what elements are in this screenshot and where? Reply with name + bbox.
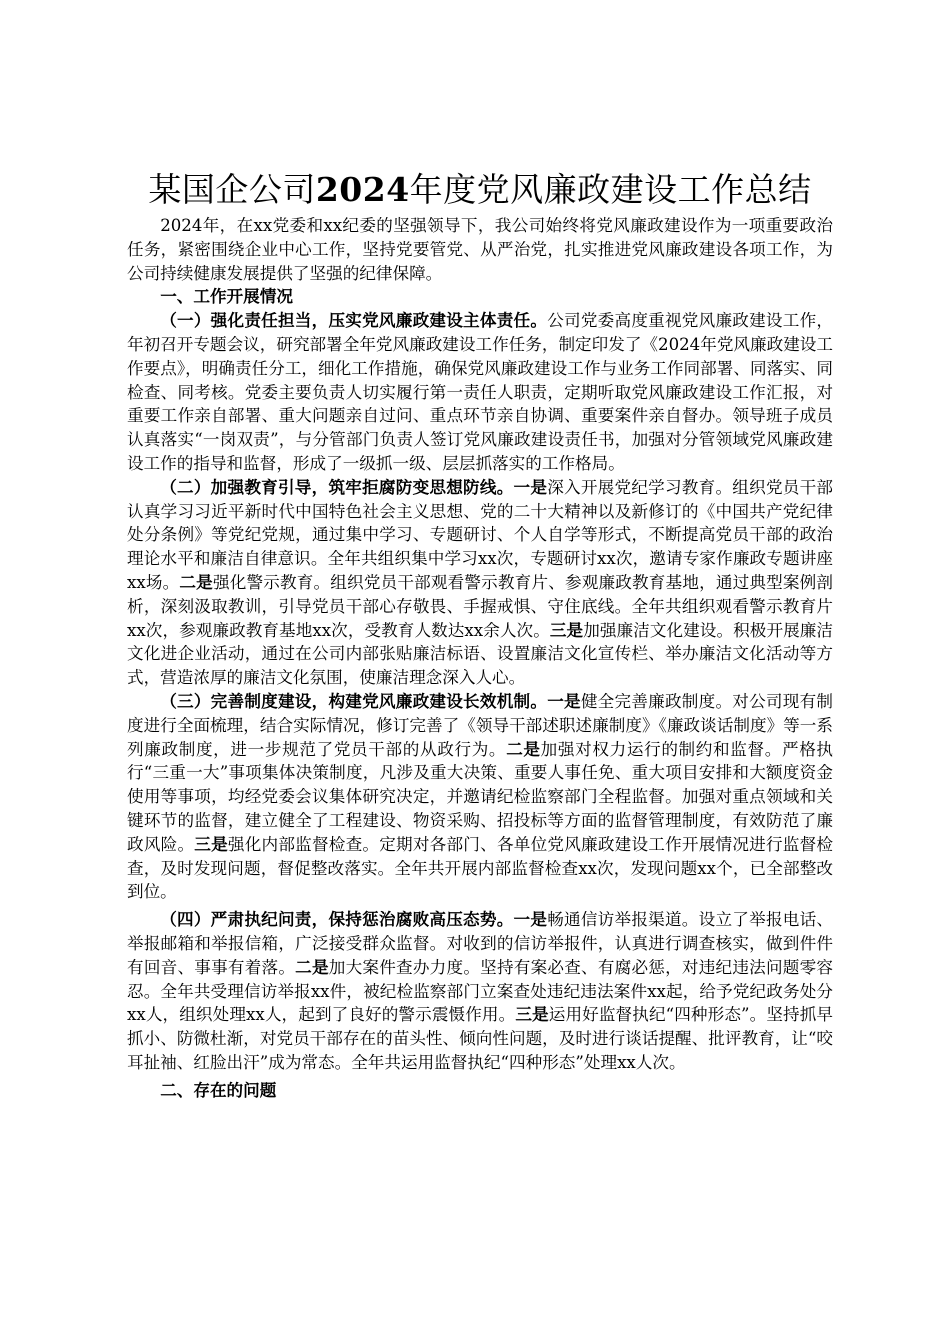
paragraph-text: 加强廉洁文化建设。积极开展廉洁文化进企业活动，通过在公司内部张贴廉洁标语、设置廉洁文化宣传栏、举办廉洁文化活动等方式，营造浓厚的廉洁文化氛围，使廉洁理念深入人心。 bbox=[127, 620, 834, 688]
paragraph-text: 强化内部监督检查。定期对各部门、各单位党风廉政建设工作开展情况进行监督检查，及时发现问题，督促整改落实。全年共开展内部监督检查xx次，发现问题xx个，已全部整改到位。 bbox=[127, 834, 834, 902]
paragraph-text: 加强对权力运行的制约和监督。严格执行“三重一大”事项集体决策制度，凡涉及重大决策、重要人事任免、重大项目安排和大额度资金使用等事项，均经党委会议集体研究决定，并邀请纪检监察部门全程监督。加强对重点领域和关键环节的监督，建立健全了工程建设、物资采购、招投标等方面的监督管理制度，有效防范了廉政风险。 bbox=[127, 739, 834, 854]
ordinal-marker: 三是 bbox=[194, 833, 228, 854]
paragraph-text: 深入开展党纪学习教育。组织党员干部认真学习习近平新时代中国特色社会主义思想、党的二十大精神以及新修订的《中国共产党纪律处分条例》等党纪党规，通过集中学习、专题研讨、个人自学等形式，不断提高党员干部的政治理论水平和廉洁自律意识。全年共组织集中学习xx次，专题研讨xx次，邀请专家作廉政专题讲座xx场。 bbox=[127, 477, 834, 592]
paragraph-discipline bbox=[127, 908, 833, 1075]
subheading-responsibility: （一）强化责任担当，压实党风廉政建设主体责任。 bbox=[160, 310, 548, 331]
title-text-suffix: 年度党风廉政建设工作总结 bbox=[409, 170, 812, 209]
paragraph-text: 畅通信访举报渠道。设立了举报电话、举报邮箱和举报信箱，广泛接受群众监督。对收到的信访举报件，认真进行调查核实，做到件件有回音、事事有着落。 bbox=[127, 910, 834, 977]
ordinal-marker: 二是 bbox=[179, 571, 213, 592]
ordinal-marker: 二是 bbox=[295, 956, 329, 977]
paragraph-education bbox=[127, 476, 833, 690]
paragraph-responsibility bbox=[127, 309, 833, 476]
paragraph-text: 运用好监督执纪“四种形态”。坚持抓早抓小、防微杜渐，对党员干部存在的苗头性、倾向性问题，及时进行谈话提醒、批评教育，让“咬耳扯袖、红脸出汗”成为常态。全年共运用监督执纪“四种形态”处理xx人次。 bbox=[127, 1005, 834, 1072]
paragraph-text: 健全完善廉政制度。对公司现有制度进行全面梳理，结合实际情况，修订完善了《领导干部述职述廉制度》《廉政谈话制度》等一系列廉政制度，进一步规范了党员干部的从政行为。 bbox=[127, 691, 834, 759]
ordinal-marker: 三是 bbox=[515, 1004, 549, 1025]
ordinal-marker: 一是 bbox=[513, 909, 548, 930]
paragraph-text: 强化警示教育。组织党员干部观看警示教育片、参观廉政教育基地，通过典型案例剖析，深刻汲取教训，引导党员干部心存敬畏、手握戒惧、守住底线。全年共组织观看警示教育片xx次，参观廉政教育基地xx次，受教育人数达xx余人次。 bbox=[127, 572, 834, 640]
ordinal-marker: 二是 bbox=[506, 738, 541, 759]
section-heading-work: 一、工作开展情况 bbox=[160, 286, 293, 307]
ordinal-marker: 一是 bbox=[513, 476, 548, 497]
section-heading-problems: 二、存在的问题 bbox=[160, 1079, 277, 1100]
paragraph-text: 加大案件查办力度。坚持有案必查、有腐必惩，对违纪违法问题零容忍。全年共受理信访举报xx件，被纪检监察部门立案查处违纪违法案件xx起，给予党纪政务处分xx人，组织处理xx人，起到了良好的警示震慑作用。 bbox=[127, 957, 834, 1025]
ordinal-marker: 三是 bbox=[549, 619, 584, 640]
title-year: 2024 bbox=[315, 170, 410, 209]
subheading-discipline: （四）严肃执纪问责，保持惩治腐败高压态势。 bbox=[160, 909, 514, 930]
paragraph-institution bbox=[127, 690, 833, 904]
ordinal-marker: 一是 bbox=[547, 690, 581, 711]
intro-paragraph: 2024年，在xx党委和xx纪委的坚强领导下，我公司始终将党风廉政建设作为一项重要政治任务，紧密围绕企业中心工作，坚持党要管党、从严治党，扎实推进党风廉政建设各项工作，为公司持续健康发展提供了坚强的纪律保障。 bbox=[127, 216, 833, 283]
title-text-prefix: 某国企公司 bbox=[148, 170, 316, 209]
document-title bbox=[127, 168, 833, 212]
subheading-institution: （三）完善制度建设，构建党风廉政建设长效机制。 bbox=[160, 690, 548, 711]
document-page bbox=[127, 168, 833, 1102]
paragraph-text: 公司党委高度重视党风廉政建设工作，年初召开专题会议，研究部署全年党风廉政建设工作任务，制定印发了《2024年党风廉政建设工作要点》，明确责任分工，细化工作措施，确保党风廉政建设工作与业务工作同部署、同落实、同检查、同考核。党委主要负责人切实履行第一责任人职责，定期听取党风廉政建设工作汇报，对重要工作亲自部署、重大问题亲自过问、重点环节亲自协调、重要案件亲自督办。领导班子成员认真落实“一岗双责”，与分管部门负责人签订党风廉政建设责任书，加强对分管领域党风廉政建设工作的指导和监督，形成了一级抓一级、层层抓落实的工作格局。 bbox=[127, 311, 833, 473]
subheading-education: （二）加强教育引导，筑牢拒腐防变思想防线。 bbox=[160, 476, 514, 497]
